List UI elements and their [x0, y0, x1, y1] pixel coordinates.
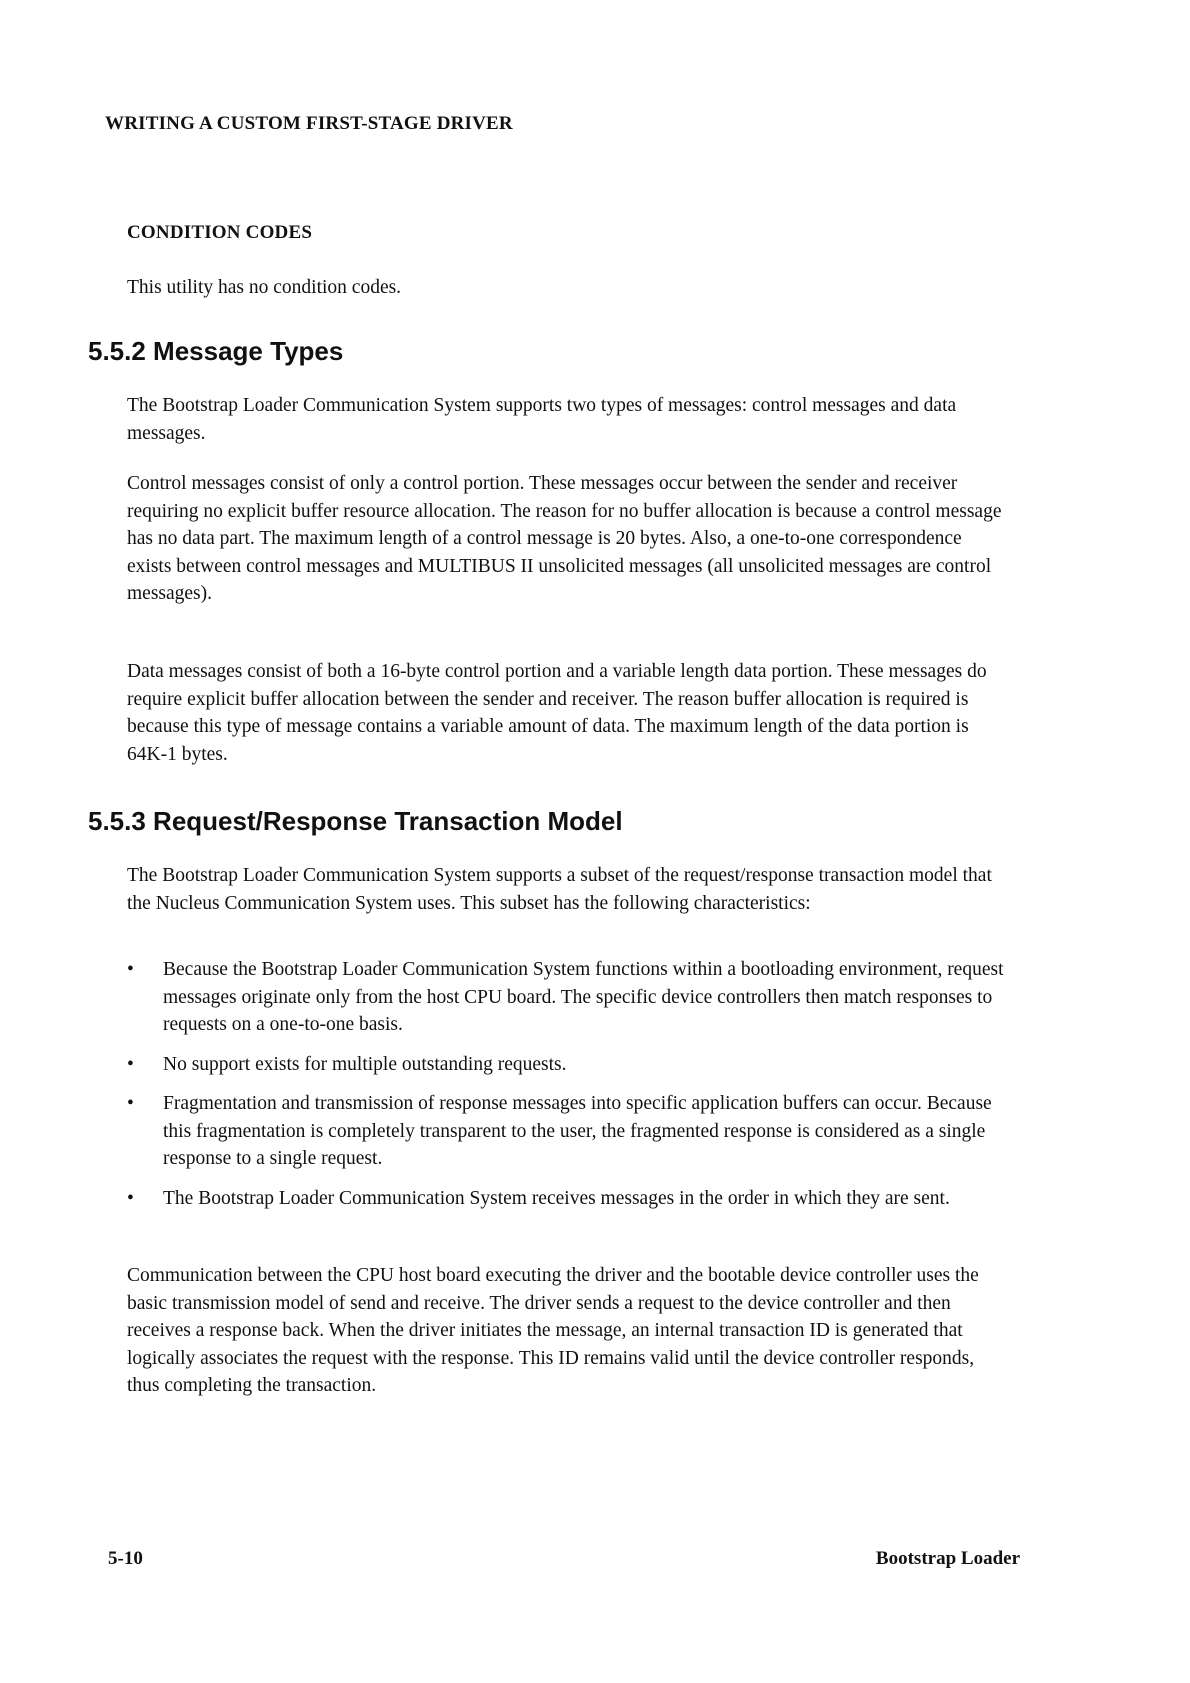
- book-title: Bootstrap Loader: [875, 1548, 1020, 1569]
- page-number: 5-10: [108, 1548, 143, 1569]
- list-item-text: The Bootstrap Loader Communication System receives messages in the order in which they are sent.: [163, 1187, 950, 1209]
- list-item: [127, 1185, 1007, 1213]
- condition-codes-heading: CONDITION CODES: [127, 222, 313, 243]
- section-552-paragraph-2: Control messages consist of only a control portion. These messages occur between the sender and receiver requiring no explicit buffer resource allocation. The reason for no buffer allocation is because a control message has no data part. The maximum length of a control message is 20 bytes. Also, a one-to-one correspondence exists between control messages and MULTIBUS II unsolicited messages (all unsolicited messages are control messages).: [127, 473, 1002, 604]
- running-header: WRITING A CUSTOM FIRST-STAGE DRIVER: [105, 113, 513, 134]
- section-552-paragraph-1: The Bootstrap Loader Communication System supports two types of messages: control messages and data messages.: [127, 395, 957, 444]
- bullet-icon: •: [127, 1053, 134, 1075]
- list-item-text: Because the Bootstrap Loader Communication System functions within a bootloading environment, request messages originate only from the host CPU board. The specific device controllers then match responses to requests on a one-to-one basis.: [163, 959, 1004, 1035]
- section-553-intro: The Bootstrap Loader Communication System supports a subset of the request/response transaction model that the Nucleus Communication System uses. This subset has the following characteristics:: [127, 865, 992, 914]
- section-552-paragraph-3: Data messages consist of both a 16-byte control portion and a variable length data portion. These messages do require explicit buffer allocation between the sender and receiver. The reason buffer allocation is required is because this type of message contains a variable amount of data. The maximum length of the data portion is 64K-1 bytes.: [127, 661, 987, 765]
- section-553-title: 5.5.3 Request/Response Transaction Model: [88, 806, 623, 836]
- characteristics-list: [127, 956, 1007, 1212]
- section-553-closing: Communication between the CPU host board executing the driver and the bootable device controller uses the basic transmission model of send and receive. The driver sends a request to the device controller and then receives a response back. When the driver initiates the message, an internal transaction ID is generated that logically associates the request with the response. This ID remains valid until the device controller responds, thus completing the transaction.: [127, 1265, 979, 1396]
- list-item: [127, 1090, 1007, 1173]
- list-item: [127, 956, 1007, 1039]
- bullet-icon: •: [127, 1187, 134, 1209]
- bullet-icon: •: [127, 959, 134, 980]
- list-item: [127, 1051, 1007, 1079]
- condition-codes-text: This utility has no condition codes.: [127, 277, 402, 298]
- list-item-text: Fragmentation and transmission of response messages into specific application buffers can occur. Because this fragmentation is completely transparent to the user, the fragmented response is considered as a single response to a single request.: [163, 1093, 992, 1169]
- bullet-icon: •: [127, 1093, 134, 1114]
- section-552-title: 5.5.2 Message Types: [88, 336, 344, 366]
- list-item-text: No support exists for multiple outstanding requests.: [163, 1053, 567, 1075]
